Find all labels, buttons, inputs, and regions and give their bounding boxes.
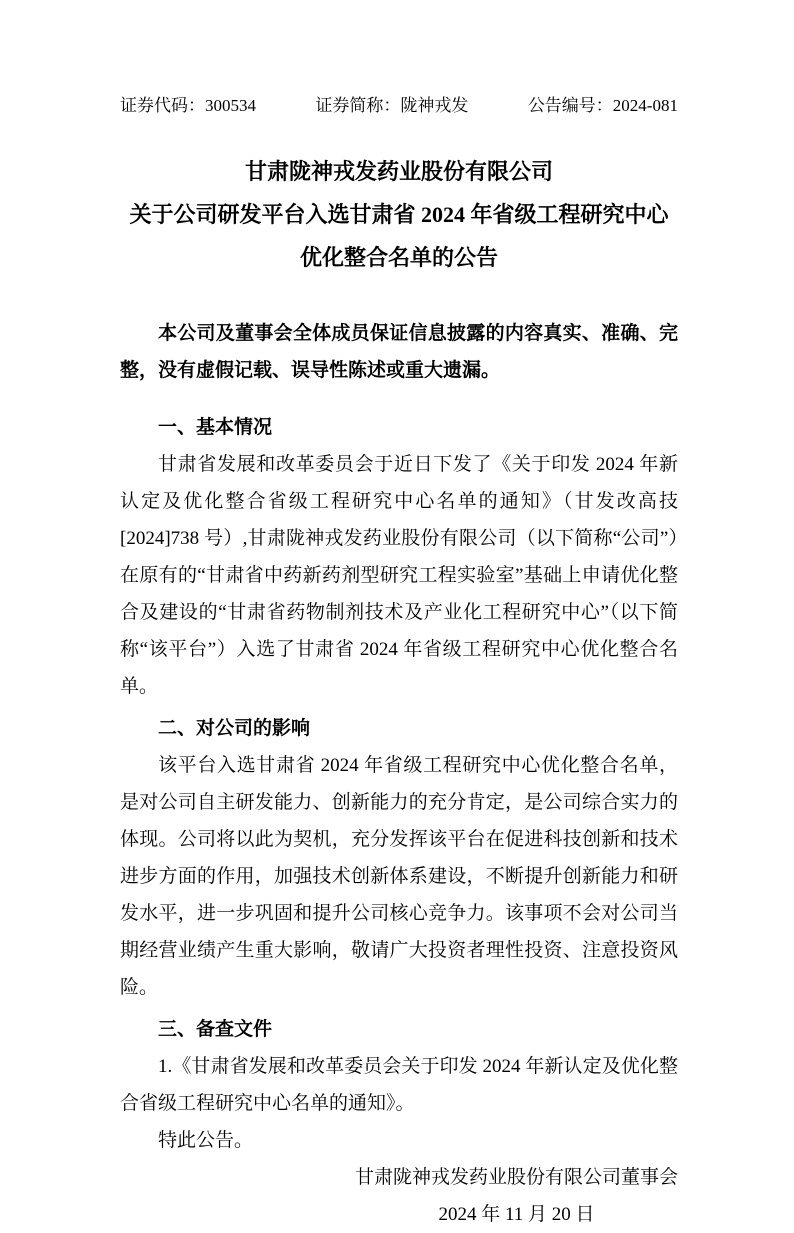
announcement-number: 公告编号：2024-081 (527, 96, 678, 115)
stock-short-name: 证券简称：陇神戎发 (315, 96, 469, 115)
section-heading-reference-documents: 三、备查文件 (158, 1019, 273, 1040)
section-heading-impact: 二、对公司的影响 (158, 718, 311, 739)
signature-date: 2024 年 11 月 20 日 (438, 1204, 595, 1225)
title-line-announcement: 优化整合名单的公告 (299, 245, 498, 270)
signature-block (355, 1159, 678, 1233)
document-title (120, 150, 678, 279)
stock-code: 证券代码：300534 (120, 96, 256, 115)
signature-company: 甘肃陇神戎发药业股份有限公司董事会 (354, 1167, 678, 1188)
title-line-subject: 关于公司研发平台入选甘肃省 2024 年省级工程研究中心 (129, 202, 669, 227)
board-disclaimer: 本公司及董事会全体成员保证信息披露的内容真实、准确、完整，没有虚假记载、误导性陈述或重大遗漏。 (120, 323, 678, 381)
document-header (120, 95, 678, 117)
section-heading-basic-info: 一、基本情况 (158, 417, 273, 438)
title-line-company: 甘肃陇神戎发药业股份有限公司 (244, 159, 553, 184)
reference-document-item: 1.《甘肃省发展和改革委员会关于印发 2024 年新认定及优化整合省级工程研究中心名单的通知》。 (120, 1056, 678, 1114)
section-impact-paragraph: 该平台入选甘肃省 2024 年省级工程研究中心优化整合名单，是对公司自主研发能力、创新能力的充分肯定，是公司综合实力的体现。公司将以此为契机，充分发挥该平台在促进科技创新和技术进步方面的作用，加强技术创新体系建设，不断提升创新能力和研发水平，进一步巩固和提升公司核心竞争力。该事项不会对公司当期经营业绩产生重大影响，敬请广大投资者理性投资、注意投资风险。 (120, 755, 678, 998)
section-basic-info-paragraph: 甘肃省发展和改革委员会于近日下发了《关于印发 2024 年新认定及优化整合省级工程研究中心名单的通知》（甘发改高技[2024]738 号）,甘肃陇神戎发药业股份有限公司（以下简称“公司”）在原有的“甘肃省中药新药剂型研究工程实验室”基础上申请优化整合及建设的“甘肃省药物制剂技术及产业化工程研究中心”（以下简称“该平台”）入选了甘肃省 2024 年省级工程研究中心优化整合名单。 (120, 454, 678, 697)
closing-statement: 特此公告。 (158, 1130, 254, 1151)
